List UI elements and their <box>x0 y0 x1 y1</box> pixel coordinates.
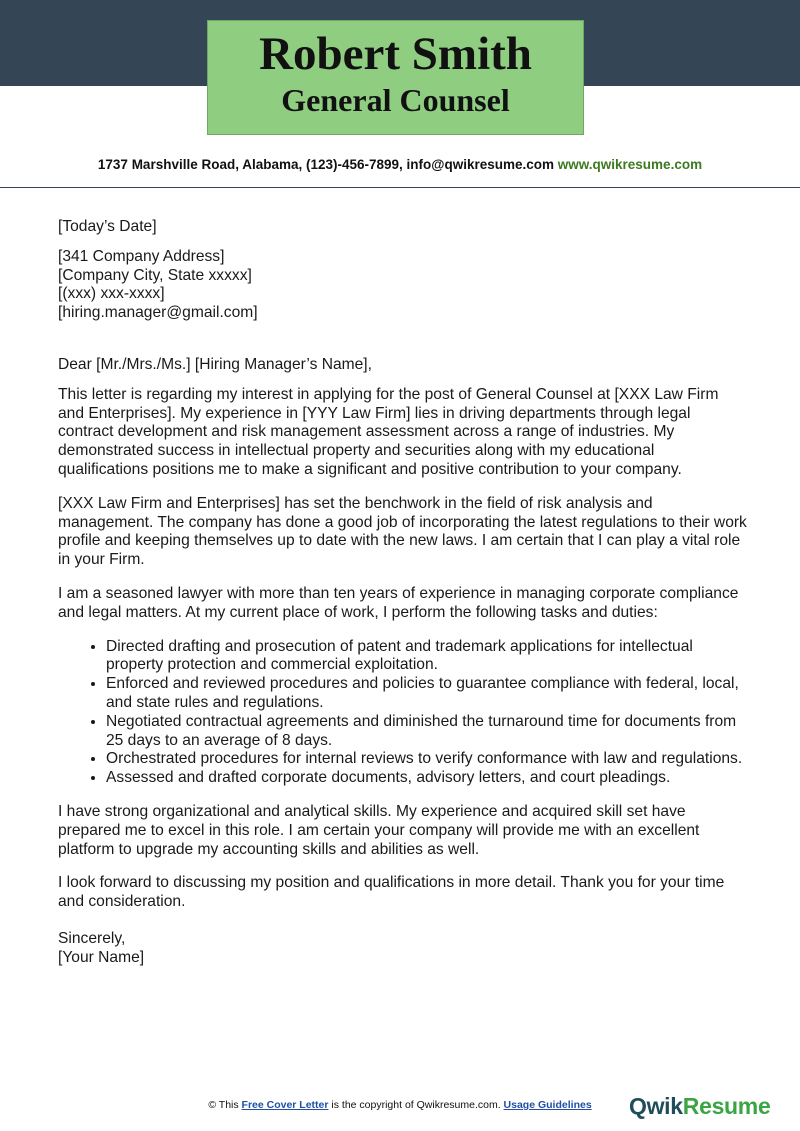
duty-item: • Directed drafting and prosecution of patent and trademark applications for intellectual property protection and commercial exploitation. <box>106 638 748 676</box>
free-cover-letter-link[interactable]: Free Cover Letter <box>241 1099 329 1111</box>
duty-item: • Negotiated contractual agreements and diminished the turnaround time for documents from 25 days to an average of 8 days. <box>106 713 748 751</box>
salutation: Dear [Mr./Mrs./Ms.] [Hiring Manager’s Name], <box>58 355 372 373</box>
website-link[interactable]: www.qwikresume.com <box>557 157 703 172</box>
signature-name: [Your Name] <box>58 948 145 966</box>
header-divider <box>0 187 800 188</box>
sign-off: Sincerely, <box>58 929 126 947</box>
address-line: [(xxx) xxx-xxxx] <box>58 285 165 303</box>
address-line: [341 Company Address] <box>58 247 225 265</box>
closing-paragraph: I have strong organizational and analytical skills. My experience and acquired skill set have prepared me to excel in this role. I am certain your company will provide me with an excellent platform to upgrade my accounting skills and abilities as well. <box>58 802 700 858</box>
address-line: [hiring.manager@gmail.com] <box>58 304 258 322</box>
footer-middle: is the copyright of Qwikresume.com. <box>328 1099 504 1111</box>
duty-item: • Assessed and drafted corporate documents, advisory letters, and court pleadings. <box>106 769 748 788</box>
name-title-box <box>207 20 584 135</box>
contact-details: 1737 Marshville Road, Alabama, (123)-456-7899, info@qwikresume.com <box>97 157 555 172</box>
recipient-address <box>58 248 748 323</box>
duties-list <box>58 638 748 788</box>
address-line: [Company City, State xxxxx] <box>58 266 252 284</box>
logo-part-qwik: Qwik <box>629 1093 683 1119</box>
footer-prefix: © This <box>208 1099 242 1111</box>
letter-date: [Today’s Date] <box>58 218 157 235</box>
logo-part-resume: Resume <box>682 1093 771 1119</box>
applicant-name: Robert Smith <box>259 28 532 80</box>
job-title: General Counsel <box>281 82 510 118</box>
closing-paragraph: I look forward to discussing my position and qualifications in more detail. Thank you for your time and consideration. <box>58 874 725 911</box>
body-paragraph: [XXX Law Firm and Enterprises] has set the benchwork in the field of risk analysis and management. The company has done a good job of incorporating the latest regulations to their work profile and keeping themselves up to date with the new laws. I am certain that I can play a vital role in your Firm. <box>58 494 747 569</box>
usage-guidelines-link[interactable]: Usage Guidelines <box>503 1099 592 1111</box>
letter-body <box>58 218 748 968</box>
qwikresume-logo[interactable] <box>629 1093 770 1120</box>
duty-item: • Orchestrated procedures for internal reviews to verify conformance with law and regulations. <box>106 750 748 769</box>
duty-item: • Enforced and reviewed procedures and policies to guarantee compliance with federal, local, and state rules and regulations. <box>106 675 748 713</box>
body-paragraph: This letter is regarding my interest in applying for the post of General Counsel at [XXX Law Firm and Enterprises]. My experience in [YYY Law Firm] lies in driving departments through legal contract development and risk management assessment across a range of industries. My demonstrated success in intellectual property and securities along with my educational qualifications positions me to make a significant and positive contribution to your company. <box>58 385 719 478</box>
contact-line <box>0 157 800 172</box>
body-paragraph: I am a seasoned lawyer with more than ten years of experience in managing corporate compliance and legal matters. At my current place of work, I perform the following tasks and duties: <box>58 584 739 621</box>
